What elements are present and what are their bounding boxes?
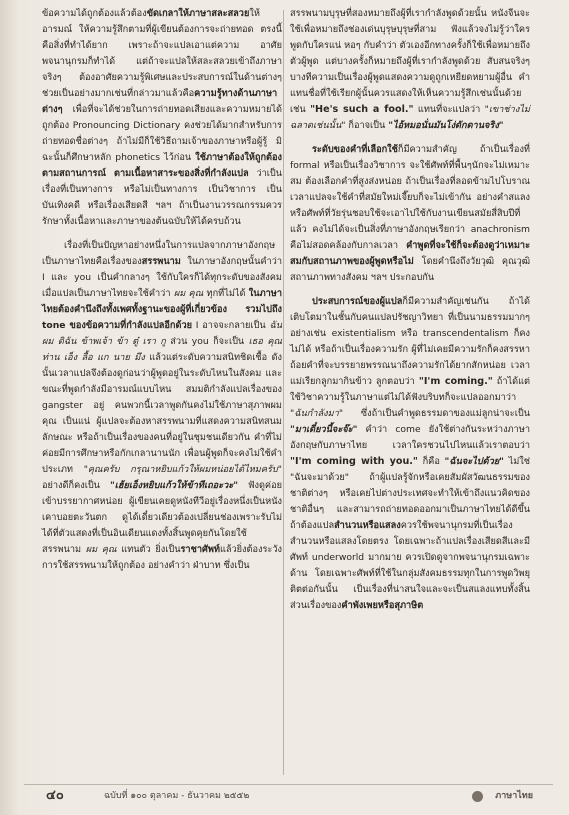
- body-text: ว่าเป็นเรื่องที่เป็นทางการ หรือไม่เป็นทางการ เป็นวิชาการ เป็นบันเทิงคดี หรือเรื่องเสียดสี ฯลฯ ถ้าเป็นงานวรรณกรรมควรรักษาทั้งเนื้อหาและภาษาของต้นฉบับให้ได้ครบถ้วน: [42, 168, 282, 227]
- emphasis-text: "ไอ้หมอนั่นมันโง่ดักดานจริง": [388, 120, 504, 131]
- right-column: [290, 6, 530, 614]
- paragraph: [42, 238, 282, 574]
- emphasis-text: ระดับของคำที่เลือกใช้: [312, 144, 398, 155]
- column-divider: [283, 10, 284, 775]
- body-text: ก็อาจเป็น: [345, 120, 389, 131]
- emphasis-text: ในภาษาไทยต้องคำนึงถึงทั้งเพศทั้งฐานะของผู้ที่เกี่ยวข้อง รวมไปถึง tone ของข้อความที่กำลังแปลอีกด้วย: [42, 288, 282, 331]
- body-text: ก็มีความสำคัญ ถ้าเป็นเรื่องที่ formal หรือเป็นเรื่องวิชาการ จะใช้ศัพท์ที่พื้นๆนักจะไม่เหมาะสม ต้องเลือกคำที่สูงส่งหน่อย ถ้าเป็นเรื่องที่ลอดข้ามไปโบราณ เวลาแปลจะใช้คำที่สมัยใหม่เจี๊ยบก็จะไม่เข้ากัน อย่างคำสแลงหรือศัพท์ที่วัยรุ่นชอบใช้จะเอาไปใช้กับงานเขียนสมัยสี่สิบปีที่แล้ว คงไม่ได้จะเป็นสิ่งที่ภาษาอังกฤษเรียกว่า anachronism คือไม่สอดคล้องกับกาลเวลา: [290, 144, 530, 251]
- emphasis-text: สรรพนาม: [141, 256, 181, 267]
- page-footer: [24, 784, 553, 807]
- emphasis-text: คำพังเพยหรือสุภาษิต: [341, 600, 424, 611]
- page-number: ๔๐: [46, 788, 64, 803]
- paragraph: [290, 142, 530, 286]
- emphasis-text: คำพูดที่จะใช้ก็จะต้องดูว่าเหมาะสมกับสถานภาพของผู้พูดหรือไม่: [290, 240, 530, 267]
- body-text: ในภาษาอังกฤษนั้นคำว่า I และ you เป็นคำกลางๆ ใช้กับใครก็ได้ทุกระดับของสังคม เมื่อแปลเป็นภาษาไทยจะใช้คำว่า: [42, 256, 282, 299]
- emphasis-text: ประสบการณ์ของผู้แปล: [312, 296, 403, 307]
- body-text: โดยคำนึงถึงวัยวุฒิ คุณวุฒิ สถานภาพทางสังคม ฯลฯ ประกอบกัน: [290, 256, 530, 283]
- emphasis-text: ความรู้ทางด้านภาษาต่างๆ: [42, 88, 278, 115]
- paragraph: [290, 294, 530, 614]
- body-text: ไม่ใช่ "ฉันจะมาด้วย" ถ้าผู้แปลรู้จักหรือเคยสัมผัสวัฒนธรรมของชาติต่างๆ หรือเคยไปต่างประเทศจะทำให้เข้าถึงแนวคิดของชาติอื่นๆ และสามารถถ่ายทอดออกมาเป็นภาษาไทยได้ดีขึ้น ถ้าต้องแปล: [290, 456, 530, 531]
- body-text: เรื่องที่เป็นปัญหาอย่างหนึ่งในการแปลจากภาษาอังกฤษเป็นภาษาไทยคือเรื่องของ: [42, 240, 276, 267]
- body-text: ส่วน you ก็จะเป็น: [165, 336, 249, 347]
- body-text: แทนที่จะแปลว่า: [413, 104, 485, 115]
- emphasis-text: สำนวนหรือแสลง: [334, 520, 401, 531]
- paragraph: [290, 6, 530, 134]
- emphasis-text: เธอ คุณ ท่าน เอ็ง ลื้อ แก นาย มึง: [42, 336, 282, 363]
- body-text: ควรใช้พจนานุกรมที่เป็นเรื่องสำนวนหรือแสลงโดยตรง โดยเฉพาะถ้าแปลเรื่องเสียดสีและมีศัพท์ underworld มากมาย ควรเปิดดูจากพจนานุกรมเฉพาะด้าน โดยเฉพาะศัพท์ที่ใช้ในกลุ่มสังคมธรรมทุกในการพูดวิพยุติตต่อกันนั้น เป็นเรื่องที่น่าสนใจและจะเป็นสแลงแทบทั้งสิ้น ส่วนเรื่องของ: [290, 520, 530, 611]
- paragraph: [42, 6, 282, 230]
- body-text: ก็คือ: [417, 456, 445, 467]
- emphasis-text: "เขาช่างไม่ฉลาดเช่นนั้น": [290, 104, 530, 131]
- body-text: I อาจจะกลายเป็น: [192, 320, 270, 331]
- emphasis-text: "He's such a fool.": [310, 104, 414, 115]
- emphasis-text: ฉัน ผม ดิฉัน ข้าพเจ้า ข้า ตู๋ เรา กู: [42, 320, 282, 347]
- body-text: เพื่อที่จะได้ช่วยในการถ่ายทอดเสียงและความหมายได้ถูกต้อง Pronouncing Dictionary คงช่วยได้มากสำหรับการถ่ายทอดชื่อต่างๆ ถ้าไม่มีก็ใช้วิธีถามเจ้าของภาษาหรือผู้รู้ มิฉะนั้นก็ศึกษาหลัก phonetics ไว้ก่อน: [42, 104, 282, 163]
- emphasis-text: "I'm coming with you.": [290, 456, 418, 467]
- body-text: คำว่า come ยังใช้ต่างกันระหว่างภาษาอังกฤษกับภาษาไทย เวลาใครชวนไปไหนแล้วเราตอบว่า: [290, 424, 530, 451]
- body-text: ฟังดูค่อยเข้าบรรยากาศหน่อย ผู้เขียนเคยดูหนังทีวีอยู่เรื่องหนึ่งเป็นหนังเคาบอยตะวันตก ดูได้เดี๋ยวเดียวต้องเปลี่ยนช่องเพราะรับไม่ได้ที่ตัวแสดงที่เป็นอินเดียนแดงทั้งสิ้นพูดคุยกันโดยใช้สรรพนาม: [42, 480, 282, 555]
- body-text: ก็มีความสำคัญเช่นกัน ถ้าได้เติบโตมาในชั้นกับคนแปลปรัชญาวิทยา ที่เป็นนามธรรมมากๆ อย่างเช่น existentialism หรือ transcendentalism ก็คงไม่ได้ หรือถ้าเป็นเรื่องความรัก ผู้ที่ไม่เคยมีความรักก็คงสรรหาถ้อยคำที่จะบรรยายพรรณนาถึงความรักได้ยากสักหน่อย เวลาแม่เรียกลูกมากินข้าว ลูกตอบว่า: [290, 296, 530, 387]
- emphasis-text: ขัดเกลาให้ภาษาสละสลวย: [146, 8, 250, 19]
- emphasis-text: ใช้ภาษาต้องให้ถูกต้องตามสถานการณ์ ตามเนื้อหาสาระของสิ่งที่กำลังแปล: [42, 152, 282, 179]
- body-text: แล้วแต่ระดับความสนิทชิดเชื้อ ดังนั้นเวลาแปลจึงต้องดูก่อนว่าผู้พูดอยู่ในระดับไหนในสังคม และขณะที่พูดกำลังมีอารมณ์แบบไหน สมมติกำลังแปลเรื่องของ gangster อยู่ คนพวกนี้เวลาพูดกันคงไม่ใช้ภาษาสุภาพผม คุณ เป็นแน่ ผู้แปลจะต้องหาสรรพนามที่แสดงความสนิทสนมลักษณะ หรือถ้าเป็นเรื่องของคนที่อยู่ในชุมชนเดียวกัน คำที่ไม่ค่อยมีการศึกษาหรือกักเกลานานนัก เพื่อนผู้พูดก็จะคงไม่ใช้คำประเภท: [42, 352, 282, 475]
- body-text: แทนตัว ยิ่งเป็น: [116, 544, 181, 555]
- emphasis-text: "I'm coming.": [418, 376, 493, 387]
- body-text: ทุกที่ไม่ได้: [203, 288, 249, 299]
- emphasis-text: "ฉันจะไปด้วย": [444, 456, 504, 467]
- emphasis-text: "คุณครับ กรุณาหยิบแก้วให้ผมหน่อยได้ไหมครับ": [83, 464, 282, 475]
- emphasis-text: "เฮ้ยเอ็งหยิบแก้วให้ข้าทีเถอะวะ": [109, 480, 238, 491]
- publication-logo: ภาษาไทย: [495, 791, 533, 801]
- body-text: อย่างดีก็คงเป็น: [42, 480, 110, 491]
- body-text: ซึ่งถ้าเป็นคำพูดธรรมดาของแม่ลูกน่าจะเป็น: [343, 408, 530, 419]
- emphasis-text: "มาเดี๋ยวนี้จะจ๊ะ": [290, 424, 358, 435]
- emphasis-text: ผม คุณ: [173, 288, 204, 299]
- emphasis-text: ผม คุณ: [85, 544, 117, 555]
- issue-info: ฉบับที่ ๑๐๐ ตุลาคม - ธันวาคม ๒๕๕๒: [104, 791, 250, 801]
- left-column: [42, 6, 282, 574]
- body-text: ข้อความได้ถูกต้องแล้วต้อง: [42, 8, 147, 19]
- body-text: แล้วยิ่งต้องระวังการใช้สรรพนามให้ถูกต้อง อย่างคำว่า ฝ่าบาท ซึ่งเป็น: [42, 544, 283, 571]
- emphasis-text: ราชาศัพท์: [180, 544, 220, 555]
- emphasis-text: "ฉันกำลังมา": [290, 408, 344, 419]
- publication-logo-icon: [472, 791, 483, 802]
- body-text: ถ้าได้แต่ใช้วิชาความรู้ในภาษาแต่ไม่ได้ฟังบริบทก็จะแปลออกมาว่า: [290, 376, 531, 403]
- body-text: สรรพนามบุรุษที่สองหมายถึงผู้ที่เรากำลังพูดด้วยนั้น หนังจีนจะใช้เพื่อหมายถึงช่องเด่นบุรุษบุรุษที่สาม ฟังแล้วจงไม่รู้ว่าใครพูดกับใครแน่ หอๆ กับคำว่า ตัวเองอีกทางครั้งก็ใช้เพื่อหมายถึงตัวผู้พูด แต่บางครั้งก็หมายถึงผู้ที่เรากำลังพูดด้วย สับสนจริงๆ บางทีความเป็นเรื่องผู้พูดแสดงความดูถูกเหยียดหยามผู้อื่น คำแทนชื่อที่ใช้เรียกผู้นั้นควรแสดงให้เห็นความรู้สึกเช่นนั้นด้วย เช่น: [290, 8, 530, 115]
- body-text: ให้อารมณ์ ให้ความรู้สึกตามที่ผู้เขียนต้องการจะถ่ายทอด ตรงนี้คือสิ่งที่ทำได้ยาก เพราะถ้าจะแปลเอาแต่ความ อาศัยพจนานุกรมก็ทำได้ แต่ถ้าจะแปลให้สละสลวยเข้าถึงภาษาจริงๆ ต้องอาศัยความรู้พิเศษและประสบการณ์ในด้านต่างๆ ช่วยเป็นอย่างมากเช่นที่กล่าวมาแล้วคือ: [42, 8, 282, 99]
